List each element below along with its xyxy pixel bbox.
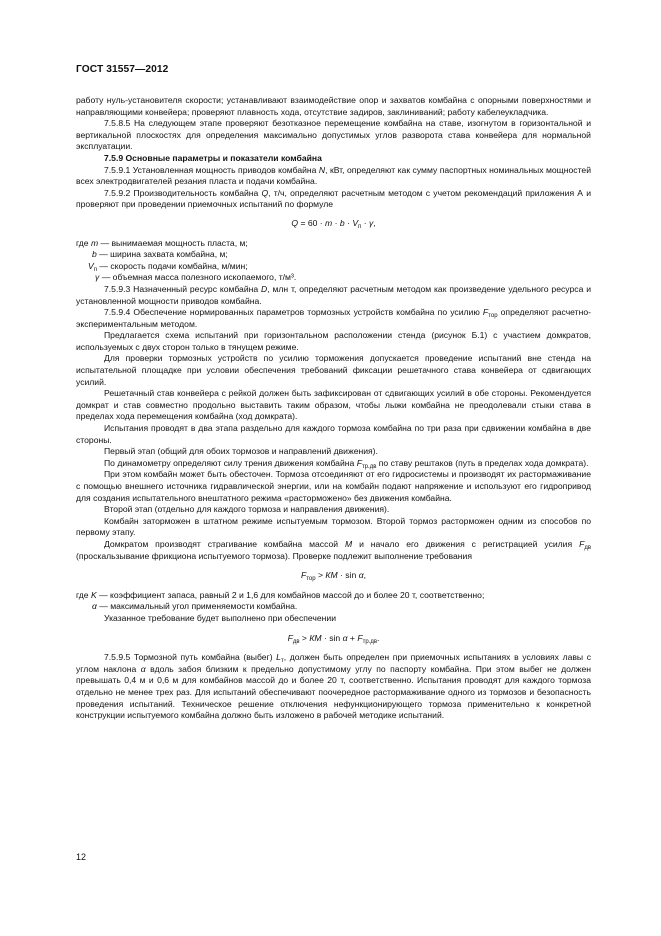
paragraph: Домкратом производят страгивание комбайна массой M и начало его движения с регистрацией усилия $F_{дв}$ (проскальзывание фрикциона испытуемого тормоза). Проверке подлежит выполнение требования — [76, 538, 592, 561]
paragraph: работу нуль-установителя скорости; устанавливают взаимодействие опор и захватов комбайна с опорными поверхностями и направляющими конвейера; проверяют плавность хода, отсутствие задиров, заклиниваний; работу кабелеукладчика. — [76, 95, 591, 117]
paragraph: По динамометру определяют силу трения движения комбайна $F_{тр.дв}$ по ставу рештаков (путь в пределах хода домкрата). — [104, 457, 589, 470]
paragraph-7-5-9-2: 7.5.9.2 Производительность комбайна Q, т/ч, определяют расчетным методом с учетом рекомендаций приложения А и проверяют при проведении приемочных испытаний по формуле — [76, 187, 591, 210]
paragraph: Предлагается схема испытаний при горизонтальном расположении стенда (рисунок Б.1) с участием домкратов, используемых с двух сторон только в тянущем режиме. — [76, 330, 591, 352]
legend-item-k: где K — коэффициент запаса, равный 2 и 1,6 для комбайнов массой до и более 20 т, соответственно; — [76, 589, 485, 600]
paragraph-7-5-9-5: 7.5.9.5 Тормозной путь комбайна (выбег) $L_т$, должен быть определен при приемочных испытаниях в условиях лавы с углом наклона α вдоль забоя близким к предельно допустимому углу по паспорту комбайна. При этом выбег не должен превышать 0,4 м и 0,6 м для комбайнов массой до и более 20 т, соответственно. Испытания проводят для каждого тормоза отдельно не менее трех раз. Для испытаний обеспечивают поочередное растормаживание одного из тормозов и безопасность проведения испытаний. Техническое решение отключения нефункционирующего тормоза применительно к конкретной конструкции испытуемого комбайна должно быть изложено в рабочей методике испытаний. — [76, 652, 592, 721]
page-number: 12 — [76, 852, 87, 862]
paragraph-7-5-9-1: 7.5.9.1 Установленная мощность приводов комбайна N, кВт, определяют как сумму паспортных номинальных мощностей всех электродвигателей резания пласта и подачи комбайна. — [76, 164, 591, 187]
document-header: ГОСТ 31557—2012 — [76, 64, 169, 75]
legend-item-v: $V_п$ — скорость подачи комбайна, м/мин; — [88, 260, 248, 273]
paragraph: Комбайн заторможен в штатном режиме испытуемым тормозом. Второй тормоз расторможен одним из способов по первому этапу. — [76, 515, 591, 538]
paragraph-7-5-9-3: 7.5.9.3 Назначенный ресурс комбайна D, млн т, определяют расчетным методом как произведение удельного ресурса и установленной мощности приводов комбайна. — [76, 283, 591, 306]
paragraph: Испытания проводят в два этапа раздельно для каждого тормоза комбайна по три раза при сдвижении комбайна в две стороны. — [76, 423, 591, 445]
formula-brake-force: $F_{тор}$ > КМ · sin α, — [301, 570, 366, 583]
formula-legend — [76, 238, 591, 284]
paragraph-7-5-9-4: 7.5.9.4 Обеспечение нормированных параметров тормозных устройств комбайна по усилию $F_{тор}$ определяют расчетно-экспериментальным методом. — [76, 307, 591, 329]
formula-productivity: $Q = 60 \cdot m \cdot b \cdot V_п \cdot \gamma$, — [291, 217, 376, 230]
paragraph: При этом комбайн может быть обесточен. Тормоза отсоединяют от его гидросистемы и производят их растормаживание с помощью внешнего источника гидравлической энергии, или на комбайн подают напряжение и используют его гидропривод для создания испытательного внештатного режима «расторможено» без движения комбайна. — [76, 469, 591, 503]
legend-item-b: b — ширина захвата комбайна, м; — [92, 249, 228, 260]
document-body — [76, 95, 591, 722]
paragraph: Для проверки тормозных устройств по усилию торможения допускается проведение испытаний вне стенда на испытательной площадке при условии обеспечения требований фиксации решетачного става конвейера от сдвигающих усилий. — [76, 353, 591, 387]
legend-item-m: где m — вынимаемая мощность пласта, м; — [76, 237, 248, 248]
paragraph: Второй этап (отдельно для каждого тормоза и направления движения). — [104, 504, 390, 515]
paragraph: Первый этап (общий для обоих тормозов и направлений движения). — [104, 446, 378, 457]
legend-item-gamma: γ — объемная масса полезного ископаемого, т/м³. — [95, 272, 297, 283]
formula-legend — [76, 590, 591, 613]
paragraph: Решетачный став конвейера с рейкой должен быть зафиксирован от сдвигающих усилий в обе стороны. Рекомендуется домкрат и став совместно продольно выставить таким образом, чтобы лыжи комбайна не преодолевали стыки става в пределах хода перемещения комбайна (ход домкрата). — [76, 388, 591, 422]
formula-brake-condition: $F_{дв}$ > КМ · $\sin \alpha + F_{тр.дв}$. — [287, 632, 380, 645]
legend-item-alpha: α — максимальный угол применяемости комбайна. — [92, 601, 298, 612]
paragraph: Указанное требование будет выполнено при обеспечении — [104, 612, 336, 623]
section-heading-7-5-9: 7.5.9 Основные параметры и показатели комбайна — [104, 152, 322, 163]
paragraph-7-5-8-5: 7.5.8.5 На следующем этапе проверяют безотказное перемещение комбайна на ставе, изогнутом в горизонтальной и вертикальной плоскостях для определения максимально допустимых углов разворота става конвейера для нормальной эксплуатации. — [76, 118, 591, 152]
